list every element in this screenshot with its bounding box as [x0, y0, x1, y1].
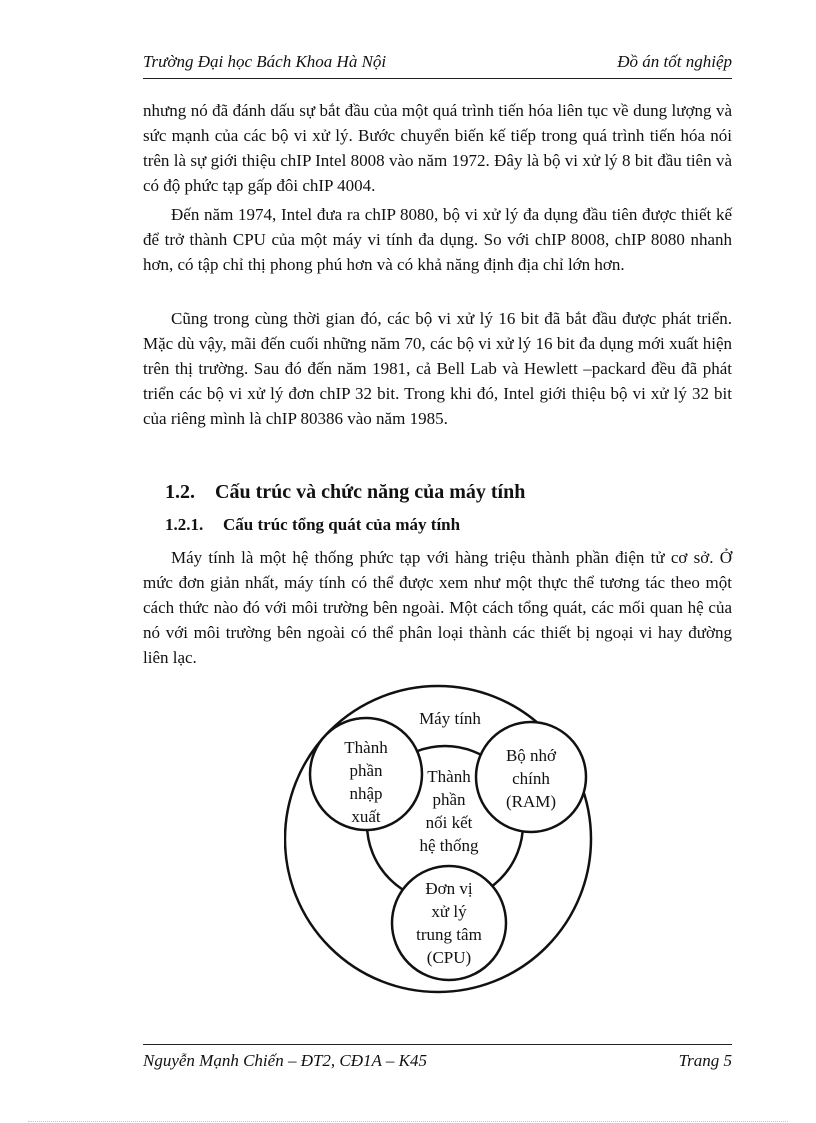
page-bottom-divider	[28, 1121, 788, 1122]
ram-line-2: chính	[512, 769, 550, 788]
computer-structure-diagram	[284, 670, 594, 1010]
ram-line-3: (RAM)	[505, 792, 557, 811]
footer-page-number: Trang 5	[678, 1051, 732, 1070]
cpu-line-3: trung tâm	[416, 925, 482, 944]
bus-line-4: hệ thống	[419, 836, 479, 855]
io-line-2: phần	[349, 761, 383, 780]
subsection-number: 1.2.1.	[165, 515, 204, 534]
cpu-line-4: (CPU)	[426, 948, 472, 967]
section-number: 1.2.	[165, 481, 195, 503]
cpu-line-2: xử lý	[431, 902, 467, 921]
cpu-component-label	[404, 877, 494, 969]
paragraph-3: Cũng trong cùng thời gian đó, các bộ vi xử lý 16 bit đã bắt đầu được phát triển. Mặc dù vậy, mãi đến cuối những năm 70, các bộ vi xử lý 16 bit đa dụng mới xuất hiện trên thị trường. Sau đó đến năm 1981, cả Bell Lab và Hewlett –packard đều đã phát triển các bộ vi xử lý đơn chIP 32 bit. Trong khi đó, Intel giới thiệu bộ vi xử lý 32 bit của riêng mình là chIP 80386 vào năm 1985.	[143, 309, 732, 428]
io-component-label	[326, 736, 406, 828]
subsection-heading	[165, 515, 460, 535]
io-line-4: xuất	[351, 807, 381, 826]
bus-line-1: Thành	[427, 767, 471, 786]
paragraph-2: Đến năm 1974, Intel đưa ra chIP 8080, bộ vi xử lý đa dụng đầu tiên được thiết kế để trở thành CPU của một máy vi tính đa dụng. So với chIP 8008, chIP 8080 nhanh hơn, có tập chỉ thị phong phú hơn và có khả năng định địa chỉ lớn hơn.	[143, 205, 732, 274]
io-line-3: nhập	[349, 784, 383, 803]
bus-component-label	[399, 765, 499, 857]
bus-line-2: phần	[432, 790, 466, 809]
section-title: Cấu trúc và chức năng của máy tính	[215, 481, 526, 503]
page-header	[143, 50, 732, 79]
ram-component-label	[491, 744, 571, 813]
ram-line-1: Bộ nhớ	[505, 746, 557, 765]
footer-author: Nguyễn Mạnh Chiến – ĐT2, CĐ1A – K45	[143, 1051, 427, 1070]
cpu-line-1: Đơn vị	[425, 879, 473, 898]
computer-label: Máy tính	[419, 709, 481, 728]
header-university: Trường Đại học Bách Khoa Hà Nội	[143, 52, 387, 71]
io-line-1: Thành	[344, 738, 388, 757]
intro-paragraph: Máy tính là một hệ thống phức tạp với hàng triệu thành phần điện tử cơ sở. Ở mức đơn giản nhất, máy tính có thể được xem như một thực thể tương tác theo một cách thức nào đó với môi trường bên ngoài. Một cách tổng quát, các mối quan hệ của nó với môi trường bên ngoài có thể phân loại thành các thiết bị ngoại vi hay đường liên lạc.	[143, 548, 732, 667]
paragraph-1: nhưng nó đã đánh dấu sự bắt đầu của một quá trình tiến hóa liên tục về dung lượng và sức mạnh của các bộ vi xử lý. Bước chuyển biến kế tiếp trong quá trình tiến hóa nói trên là sự giới thiệu chIP Intel 8008 vào năm 1972. Đây là bộ vi xử lý 8 bit đầu tiên và có độ phức tạp gấp đôi chIP 4004.	[143, 101, 732, 195]
page-footer	[143, 1044, 732, 1081]
subsection-title: Cấu trúc tổng quát của máy tính	[223, 515, 461, 534]
header-document-type: Đồ án tốt nghiệp	[617, 52, 732, 71]
bus-line-3: nối kết	[425, 813, 473, 832]
section-heading	[165, 481, 525, 504]
